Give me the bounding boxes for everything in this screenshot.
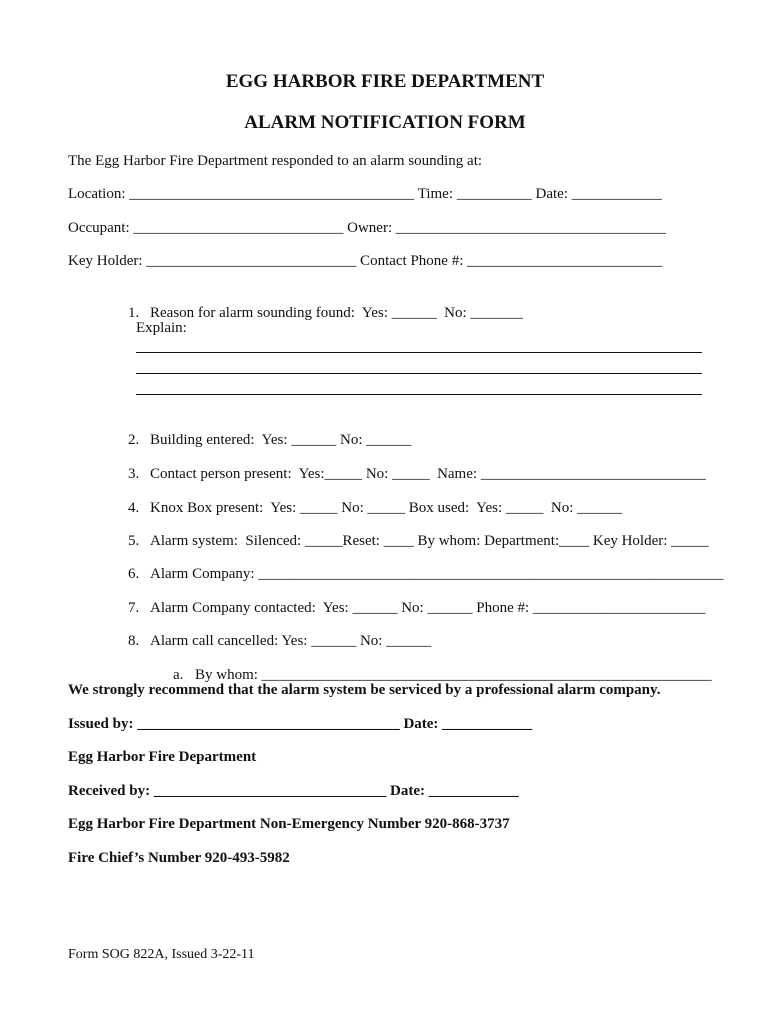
form-subtitle: ALARM NOTIFICATION FORM [244,112,526,133]
explain-line-1[interactable] [136,352,702,353]
issued-by-field[interactable]: Issued by: ___________________________________ Date: ____________ [68,716,533,732]
form-title: EGG HARBOR FIRE DEPARTMENT [225,71,545,92]
explain-label: Explain: [136,320,187,336]
item-text: Knox Box present: Yes: _____ No: _____ Box used: Yes: _____ No: ______ [150,500,623,516]
explain-line-3[interactable] [136,394,702,395]
recommendation-text: We strongly recommend that the alarm system be serviced by a professional alarm company. [68,682,661,698]
item-text: Contact person present: Yes:_____ No: _____ Name: ______________________________ [150,466,706,482]
item-number: 3. [128,466,140,482]
item-number: 4. [128,500,140,516]
item-number: 1. [128,305,140,321]
item-text: Alarm Company contacted: Yes: ______ No: ______ Phone #: _______________________ [150,600,706,616]
item-text: By whom: ____________________________________________________________ [195,667,712,683]
explain-line-2[interactable] [136,373,702,374]
intro-text: The Egg Harbor Fire Department responded to an alarm sounding at: [68,153,483,169]
occupant-owner-field[interactable]: Occupant: ____________________________ Owner: ____________________________________ [68,220,666,236]
item-text: Alarm call cancelled: Yes: ______ No: ______ [150,633,432,649]
item-number: 2. [128,432,140,448]
item-text: Alarm Company: ______________________________________________________________ [150,566,724,582]
item-number: 7. [128,600,140,616]
item-number: 5. [128,533,140,549]
item-number: 6. [128,566,140,582]
item-number: a. [173,667,184,683]
item-text: Reason for alarm sounding found: Yes: ______ No: _______ [150,305,523,321]
item-number: 8. [128,633,140,649]
item-text: Building entered: Yes: ______ No: ______ [150,432,412,448]
non-emergency-number: Egg Harbor Fire Department Non-Emergency Number 920-868-3737 [68,816,510,832]
fire-chief-number: Fire Chief’s Number 920-493-5982 [68,850,290,866]
department-name: Egg Harbor Fire Department [68,749,257,765]
location-time-date-field[interactable]: Location: ______________________________________ Time: __________ Date: ____________ [68,186,662,202]
form-id: Form SOG 822A, Issued 3-22-11 [68,947,255,962]
received-by-field[interactable]: Received by: _______________________________ Date: ____________ [68,783,519,799]
keyholder-phone-field[interactable]: Key Holder: ____________________________ Contact Phone #: __________________________ [68,253,663,269]
item-text: Alarm system: Silenced: _____Reset: ____ By whom: Department:____ Key Holder: _____ [150,533,709,549]
